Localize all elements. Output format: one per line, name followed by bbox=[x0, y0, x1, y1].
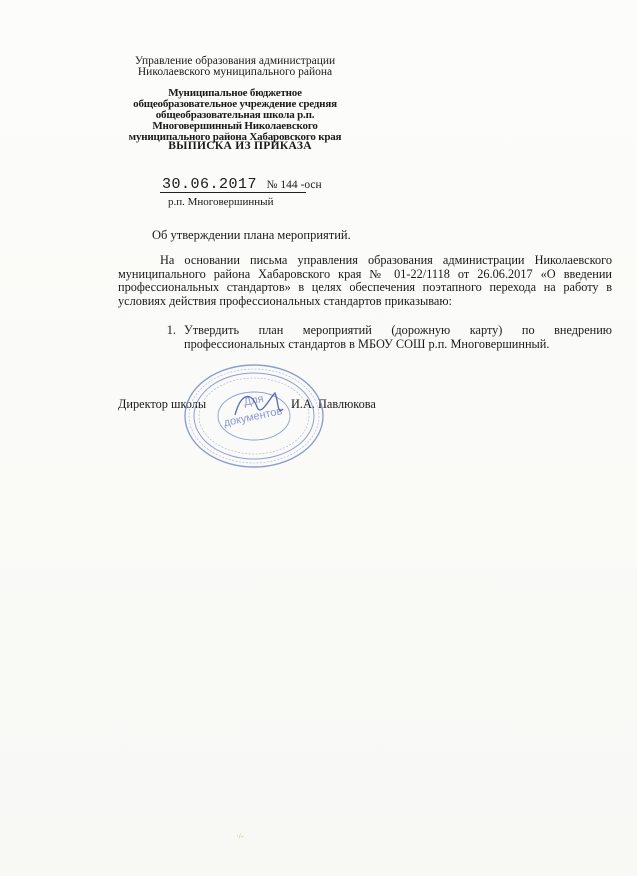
stamp-text-line: Для bbox=[242, 392, 265, 409]
stray-mark: ·/- bbox=[236, 832, 244, 841]
list-item bbox=[118, 324, 612, 351]
department-header bbox=[120, 56, 350, 78]
school-line: Многовершинный Николаевского bbox=[152, 120, 318, 132]
school-line: Муниципальное бюджетное bbox=[168, 87, 302, 99]
order-body: На основании письма управления образования администрации Николаевского муниципального района Хабаровского края № 01-22/1118 от 26.06.2017 «О введении профессиональных стандартов» в целях обеспечения поэтапного перехода на работу в условиях действия профессиональных стандартов приказываю: bbox=[118, 253, 612, 308]
seal-stamp-icon bbox=[183, 363, 325, 469]
order-subject: Об утверждении плана мероприятий. bbox=[152, 228, 351, 242]
signer-role: Директор школы bbox=[118, 397, 207, 411]
order-place: р.п. Многовершинный bbox=[168, 196, 274, 208]
department-line: Управление образования администрации bbox=[134, 55, 336, 67]
date-number-line bbox=[162, 176, 322, 193]
school-line: общеобразовательная школа р.п. bbox=[155, 109, 315, 121]
order-items bbox=[118, 324, 612, 351]
document-title: ВЫПИСКА ИЗ ПРИКАЗА bbox=[168, 140, 312, 152]
list-item-text: Утвердить план мероприятий (дорожную карту) по внедрению профессиональных стандартов в МБОУ СОШ р.п. Многовершинный. bbox=[184, 323, 612, 351]
stamp-text-line: документов bbox=[222, 405, 284, 430]
list-marker: 1. bbox=[166, 323, 176, 337]
school-line: общеобразовательное учреждение средняя bbox=[133, 98, 337, 110]
school-line: муниципального района Хабаровского края bbox=[128, 131, 342, 143]
department-line: Николаевского муниципального района bbox=[137, 66, 333, 78]
signer-name: И.А. Павлюкова bbox=[291, 397, 376, 411]
date-underline bbox=[160, 192, 306, 193]
school-header bbox=[120, 88, 350, 143]
order-date: 30.06.2017 bbox=[162, 176, 258, 193]
order-number: № 144 -осн bbox=[266, 179, 322, 191]
